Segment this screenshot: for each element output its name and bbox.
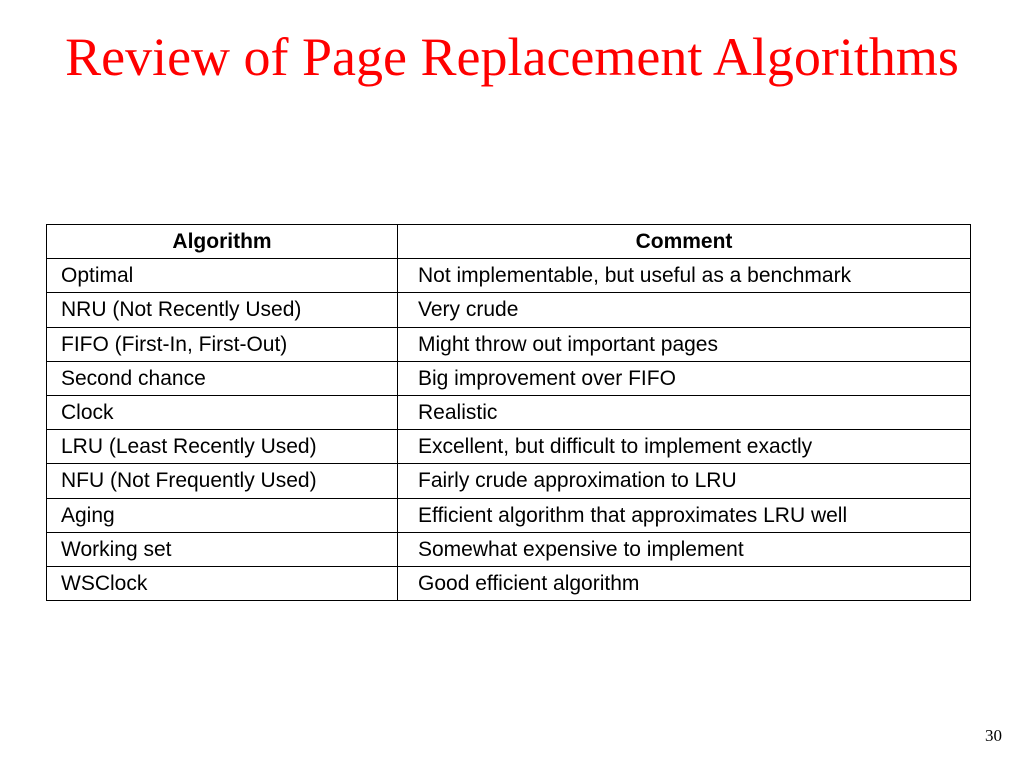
algorithm-cell: Second chance (47, 361, 398, 395)
algorithm-cell: NFU (Not Frequently Used) (47, 464, 398, 498)
algorithm-cell: WSClock (47, 566, 398, 600)
table-header-row (47, 225, 971, 259)
comment-cell: Somewhat expensive to implement (398, 532, 971, 566)
comment-cell: Realistic (398, 395, 971, 429)
comment-cell: Good efficient algorithm (398, 566, 971, 600)
algorithm-cell: LRU (Least Recently Used) (47, 430, 398, 464)
comment-cell: Fairly crude approximation to LRU (398, 464, 971, 498)
algorithm-table-container (46, 224, 970, 601)
algorithm-comparison-table (46, 224, 971, 601)
algorithm-cell: Working set (47, 532, 398, 566)
page-number: 30 (985, 726, 1002, 745)
comment-cell: Not implementable, but useful as a benchmark (398, 259, 971, 293)
column-header-comment: Comment (398, 225, 971, 259)
table-row (47, 430, 971, 464)
algorithm-cell: NRU (Not Recently Used) (47, 293, 398, 327)
comment-cell: Efficient algorithm that approximates LRU well (398, 498, 971, 532)
comment-cell: Very crude (398, 293, 971, 327)
table-row (47, 395, 971, 429)
table-row (47, 361, 971, 395)
column-header-algorithm: Algorithm (47, 225, 398, 259)
slide-title: Review of Page Replacement Algorithms (65, 27, 959, 87)
table-row (47, 464, 971, 498)
algorithm-cell: FIFO (First-In, First-Out) (47, 327, 398, 361)
table-row (47, 259, 971, 293)
comment-cell: Big improvement over FIFO (398, 361, 971, 395)
algorithm-cell: Aging (47, 498, 398, 532)
table-row (47, 498, 971, 532)
table-row (47, 566, 971, 600)
table-row (47, 293, 971, 327)
algorithm-cell: Optimal (47, 259, 398, 293)
algorithm-cell: Clock (47, 395, 398, 429)
table-row (47, 532, 971, 566)
table-row (47, 327, 971, 361)
comment-cell: Excellent, but difficult to implement exactly (398, 430, 971, 464)
comment-cell: Might throw out important pages (398, 327, 971, 361)
